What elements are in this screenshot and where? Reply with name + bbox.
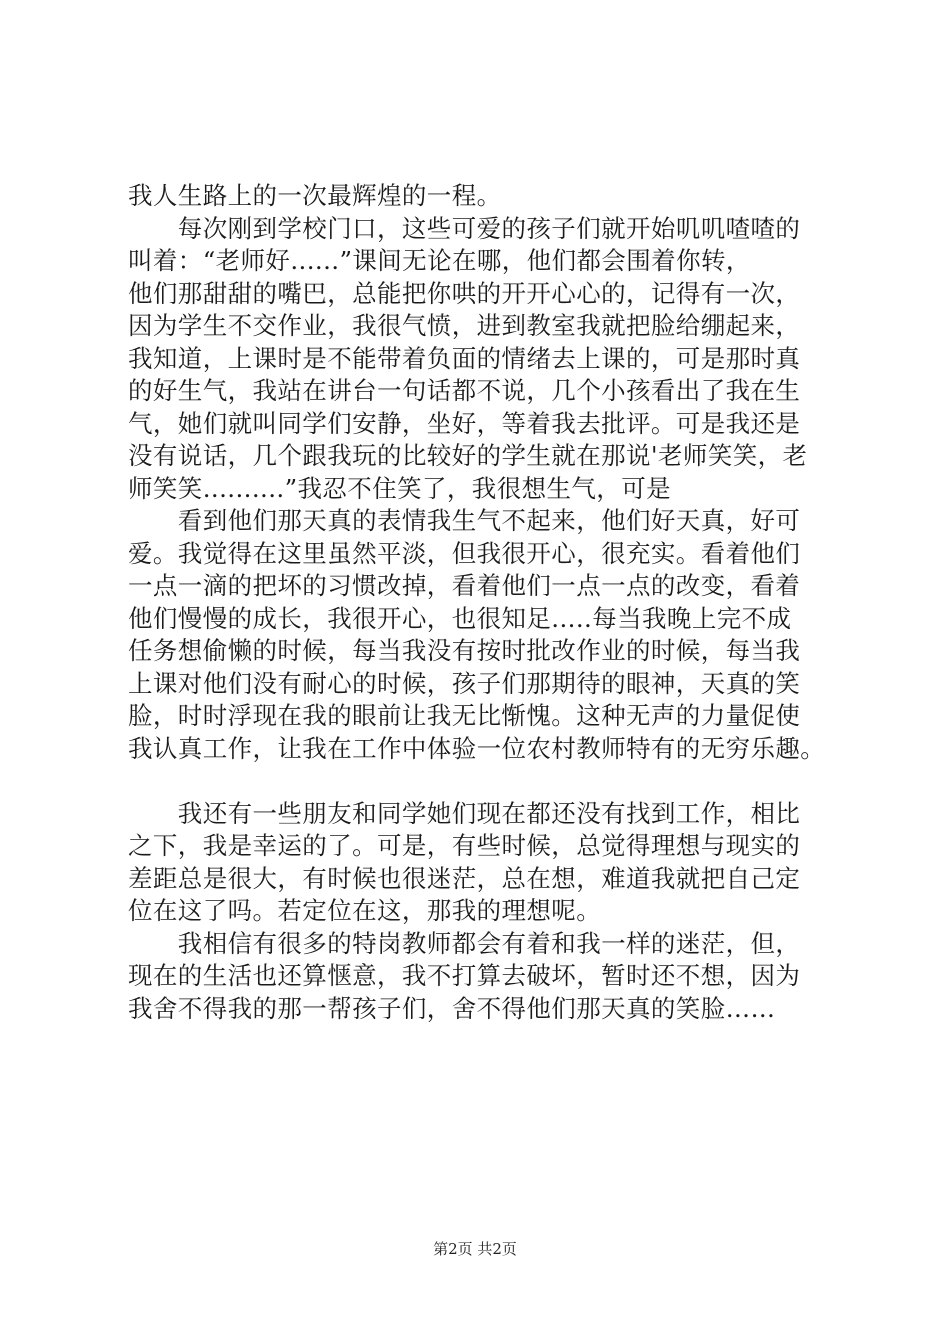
text-line: 他们慢慢的成长，我很开心，也很知足.....每当我晚上完不成 bbox=[128, 603, 792, 633]
text-line: 叫着：“老师好......”课间无论在哪，他们都会围着你转， bbox=[128, 246, 751, 275]
text-line: 我相信有很多的特岗教师都会有着和我一样的迷茫，但， bbox=[128, 928, 801, 958]
text-line: 位在这了吗。若定位在这，那我的理想呢。 bbox=[128, 896, 602, 925]
text-line: 爱。我觉得在这里虽然平淡，但我很开心，很充实。看着他们 bbox=[128, 538, 801, 568]
text-line: 的好生气，我站在讲台一句话都不说，几个小孩看出了我在生 bbox=[128, 376, 801, 405]
text-line: 任务想偷懒的时候，每当我没有按时批改作业的时候，每当我 bbox=[128, 636, 801, 665]
text-line: 我知道，上课时是不能带着负面的情绪去上课的，可是那时真 bbox=[128, 343, 801, 373]
text-line: 脸，时时浮现在我的眼前让我无比惭愧。这种无声的力量促使 bbox=[128, 701, 801, 730]
text-block-2 bbox=[128, 798, 838, 1026]
text-line: 看到他们那天真的表情我生气不起来，他们好天真，好可 bbox=[128, 506, 801, 535]
text-line: 差距总是很大，有时候也很迷茫，总在想，难道我就把自己定 bbox=[128, 863, 801, 893]
text-line: 我舍不得我的那一帮孩子们，舍不得他们那天真的笑脸…… bbox=[128, 993, 776, 1023]
page-footer bbox=[0, 1238, 950, 1259]
document-body bbox=[128, 180, 838, 1025]
text-line: 之下，我是幸运的了。可是，有些时候，总觉得理想与现实的 bbox=[128, 831, 801, 860]
text-line: 我还有一些朋友和同学她们现在都还没有找到工作，相比 bbox=[128, 798, 801, 828]
text-line: 因为学生不交作业，我很气愤，进到教室我就把脸给绷起来， bbox=[128, 311, 801, 340]
text-line: 上课对他们没有耐心的时候，孩子们那期待的眼神，天真的笑 bbox=[128, 668, 801, 698]
text-line: 气，她们就叫同学们安静，坐好，等着我去批评。可是我还是 bbox=[128, 408, 801, 438]
text-line: 每次刚到学校门口，这些可爱的孩子们就开始叽叽喳喳的 bbox=[128, 213, 801, 243]
text-line: 我认真工作，让我在工作中体验一位农村教师特有的无穷乐趣。 bbox=[128, 733, 826, 763]
text-line: 一点一滴的把坏的习惯改掉，看着他们一点一点的改变，看着 bbox=[128, 571, 801, 600]
text-line: 师笑笑..........”我忍不住笑了，我很想生气，可是 bbox=[128, 473, 672, 503]
text-line: 现在的生活也还算惬意，我不打算去破坏，暂时还不想，因为 bbox=[128, 961, 801, 990]
text-block-1 bbox=[128, 180, 838, 765]
paragraph-gap bbox=[128, 765, 838, 798]
page-number-label: 第2页 共2页 bbox=[433, 1240, 517, 1258]
text-line: 没有说话，几个跟我玩的比较好的学生就在那说'老师笑笑，老 bbox=[128, 441, 808, 470]
text-line: 他们那甜甜的嘴巴，总能把你哄的开开心心的，记得有一次， bbox=[128, 278, 801, 308]
text-line: 我人生路上的一次最辉煌的一程。 bbox=[128, 181, 502, 210]
